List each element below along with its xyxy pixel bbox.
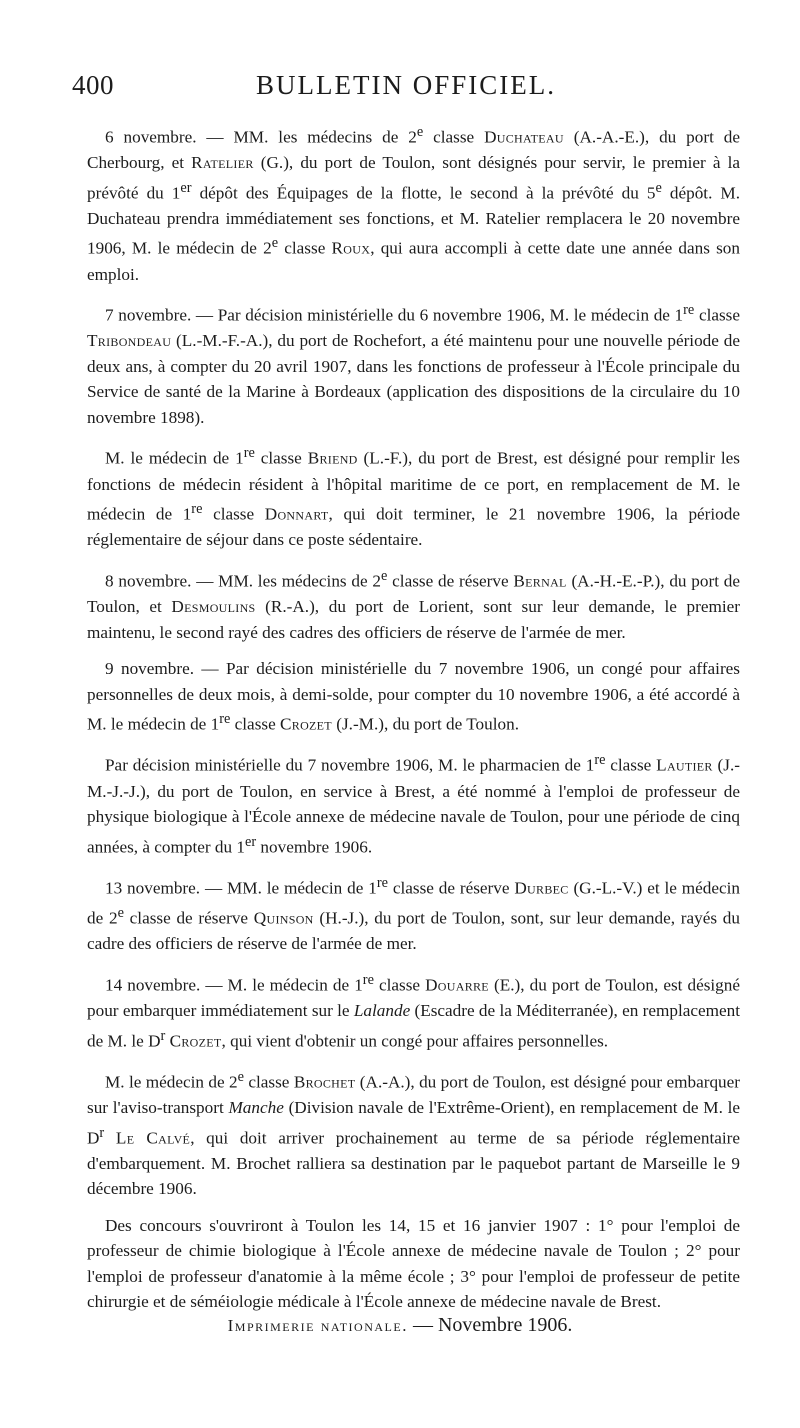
paragraph-lautier: Par décision ministérielle du 7 novembre 1906, M. le pharmacien de 1re classe Lautier (J.-M.-J.-J.), du port de Toulon, en service à Brest, a été nommé à l'emploi de professeur de physique biologique à l'École annexe de médecine navale de Toulon, pour une période de cinq années, à compter du 1er novembre 1906. — [87, 752, 740, 857]
person-name: Desmoulins — [171, 597, 256, 617]
person-name: Briend — [307, 449, 358, 469]
journal-title: BULLETIN OFFICIEL. — [256, 70, 556, 100]
person-name: Quinson — [253, 908, 314, 928]
person-name: Tribondeau — [87, 331, 172, 351]
person-name: Durbec — [514, 878, 569, 898]
person-name: Le Calvé — [115, 1128, 191, 1148]
person-name: Ratelier — [191, 153, 254, 173]
body-text — [87, 120, 740, 1326]
person-name: Lautier — [656, 756, 713, 776]
paragraph-8-novembre: 8 novembre. — MM. les médecins de 2e classe de réserve Bernal (A.-H.-E.-P.), du port de Toulon, et Desmoulins (R.-A.), du port de Lorient, sont sur leur demande, le premier maintenu, le second rayé des cadres des officiers de réserve de l'armée de mer. — [87, 567, 740, 642]
paragraph-brochet: M. le médecin de 2e classe Brochet (A.-A.), du port de Toulon, est désigné pour embarquer sur l'aviso-transport Manche (Division navale de l'Extrême-Orient), en remplacement de M. le $D^r$ Le Calvé, qui doit arriver prochainement au terme de sa période réglementaire d'embarquement. M. Brochet ralliera sa destination par le paquebot partant de Marseille le 9 décembre 1906. — [87, 1068, 741, 1199]
person-name: Duchateau — [484, 127, 564, 147]
person-name: Crozet — [169, 1031, 222, 1051]
footer-separator: — — [407, 1314, 438, 1336]
ship-name: Manche — [228, 1098, 284, 1118]
page-footer — [0, 1314, 800, 1337]
paragraph-6-novembre: 6 novembre. — MM. les médecins de 2e classe Duchateau (A.-A.-E.), du port de Cherbourg, et Ratelier (G.), du port de Toulon, sont désignés pour servir, le premier à la prévôté du 1er dépôt des Équipages de la flotte, le second à la prévôté du 5e dépôt. M. Duchateau prendra immédiatement ses fonctions, et M. Ratelier remplacera le 20 novembre 1906, M. le médecin de 2e classe Roux, qui aura accompli à cette date une année dans son emploi. — [87, 124, 741, 284]
page-header — [72, 70, 740, 106]
publication-date: Novembre 1906. — [437, 1314, 573, 1336]
printer-name: Imprimerie nationale. — [227, 1316, 408, 1335]
paragraph-7-novembre: 7 novembre. — Par décision ministérielle du 6 novembre 1906, M. le médecin de 1re classe Tribondeau (L.-M.-F.-A.), du port de Rochefort, a été maintenu pour une nouvelle période de deux ans, à compter du 20 avril 1907, dans les fonctions de professeur à l'École principale du Service de santé de la Marine à Bordeaux (application des dispositions de la circulaire du 10 novembre 1898). — [87, 302, 740, 427]
person-name: Douarre — [425, 975, 489, 995]
ship-name: Lalande — [353, 1001, 411, 1021]
person-name: Roux — [331, 239, 371, 259]
person-name: Crozet — [280, 714, 332, 734]
paragraph-9-novembre: 9 novembre. — Par décision ministérielle du 7 novembre 1906, un congé pour affaires personnelles de deux mois, à demi-solde, pour compter du 10 novembre 1906, a été accordé à M. le médecin de 1re classe Crozet (J.-M.), du port de Toulon. — [87, 659, 740, 734]
person-name: Donnart — [264, 504, 329, 524]
person-name: Bernal — [513, 571, 567, 591]
person-name: Brochet — [293, 1072, 356, 1092]
paragraph-13-novembre: 13 novembre. — MM. le médecin de 1re classe de réserve Durbec (G.-L.-V.) et le médecin de 2e classe de réserve Quinson (H.-J.), du port de Toulon, sont, sur leur demande, rayés du cadre des officiers de réserve de l'armée de mer. — [87, 874, 740, 954]
paragraph-14-novembre: 14 novembre. — M. le médecin de 1re classe Douarre (E.), du port de Toulon, est désigné pour embarquer immédiatement sur le Lalande (Escadre de la Méditerranée), en remplacement de M. le $D^r$ Crozet, qui vient d'obtenir un congé pour affaires personnelles. — [87, 971, 740, 1051]
page-number: 400 — [72, 70, 114, 100]
paragraph-concours: Des concours s'ouvriront à Toulon les 14, 15 et 16 janvier 1907 : 1° pour l'emploi de professeur de chimie biologique à l'École annexe de médecine navale de Toulon ; 2° pour l'emploi de professeur d'anatomie à la même école ; 3° pour l'emploi de professeur de petite chirurgie et de séméiologie médicale à l'École annexe de médecine navale de Brest. — [87, 1215, 740, 1312]
paragraph-briend: M. le médecin de 1re classe Briend (L.-F.), du port de Brest, est désigné pour remplir les fonctions de médecin résident à l'hôpital maritime de ce port, en remplacement de M. le médecin de 1re classe Donnart, qui doit terminer, le 21 novembre 1906, la période réglementaire de séjour dans ce poste sédentaire. — [87, 445, 740, 550]
